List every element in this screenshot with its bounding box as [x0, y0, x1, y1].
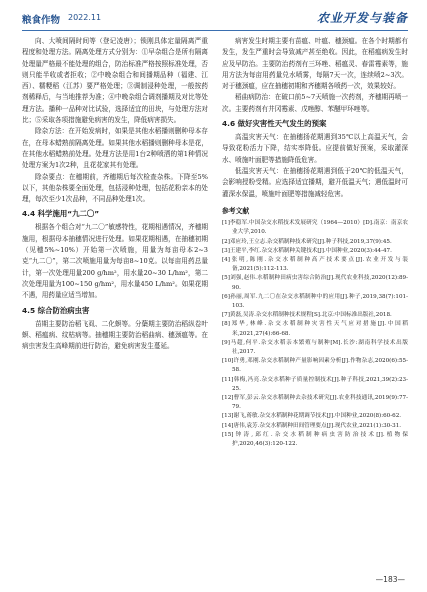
references-list	[222, 219, 408, 449]
reference-item: [9]马超,何平.杂交水稻亲本繁殖与制种[M].长沙:湖南科学技术出版社,2017.	[222, 339, 408, 355]
paragraph: 向、大喷间隔时间等（登记凌唐）；锁刚具体定量隔离严重程度和处理方法。隔离处理方式分别为：①早杂组合是所有隔离处理量严格最不能处理的组合，防治标准严格按照标准处理，否则只能半收或者拒收；②中晚杂组合和间播期品种（福建、江西）、糯粳稻（江苏）要严格处理；③调制浸种处理，一般按药剂稀释后，与当地推荐为准；④中晚杂组合调剂播期及对比等处理方法。播种一品种对比试验，选择适宜的田块，与处理方法对比；⑤采取各项措施避免病害的发生，降低病害损失。	[22, 37, 208, 125]
issue-number: 2022.11	[68, 13, 102, 22]
section-heading: 4.4 科学施用“九二〇”	[22, 209, 100, 219]
reference-item: [2]邓应玲,王立志.杂交稻制种技术研究[J].种子科技,2019,37(9):45.	[222, 238, 392, 245]
paragraph: 低温灾害天气：在抽穗扬花期遇到低于20℃的低温天气，会影响授粉受精。应选择适宜播期，避开低温天气；遇低温时可灌深水保温，喷施叶面肥等措施减轻危害。	[222, 166, 408, 198]
reference-item: [12]曹军,彭云.杂交水稻制种去杂技术研究[J].农业科技通讯,2019(9):77-79.	[222, 395, 408, 411]
paragraph: 除杂方法：在开始发病时，如果是其他水稻播则删种母本存在，在母本蜡熟前隔离处理。如果其他水稻播则删种母本是花，在其他水稻蜡熟前处理。处理方法是用1台2种喷洒的第1种情况处理方案为1次2种，且花花家其有处理。	[22, 127, 208, 170]
reference-item: [11]韩梅,冯亮.杂交水稻种子质量控制技术[J].种子科技,2021,39(2):23-25.	[222, 376, 408, 392]
reference-item: [13]谢飞,蒋敏.杂交水稻制种花期调节技术[J].中国种业,2020(8):60-62.	[222, 413, 402, 420]
page-header	[22, 8, 408, 31]
references-title: 参考文献	[222, 206, 250, 215]
reference-item: [4]张明,陈刚.杂交水稻制种高产技术要点[J].农业开发与装备,2021(5):112-113.	[222, 256, 408, 273]
reference-item: [15]钟涛,邱红.杂交水稻制种病虫害防治技术[J].植物保护,2020,46(3):120-122.	[222, 431, 408, 448]
reference-item: [5]刘强,赵伟.水稻制种田病虫害综合防治[J].现代农业科技,2020(12):89-90.	[222, 275, 408, 291]
reference-item: [7]黄磊,吴涛.杂交水稻制种技术规程[S].北京:中国标准出版社,2018.	[222, 312, 392, 319]
section-heading: 4.5 综合防治病虫害	[22, 305, 90, 315]
page-number: —183—	[375, 575, 405, 584]
paragraph: 高温灾害天气：在抽穗扬花期遇到35℃以上高温天气，会导致花粉活力下降，结实率降低。应提前做好预案，采取灌深水、喷施叶面肥等措施降低危害。	[222, 133, 408, 164]
reference-item: [6]孙丽,周军.九二〇在杂交水稻制种中的应用[J].种子,2019,38(7):101-103.	[222, 293, 408, 309]
right-column	[222, 36, 408, 449]
paragraph: 病害发生时期主要有苗瘟、叶瘟、穗颈瘟。在各个时期都有发生，发生严重时会导致减产甚至绝收。因此，在稻瘟病发生时应及早防治。主要防治药剂有三环唑、稻瘟灵、春雷霉素等，施用方法为每亩用药量兑水喷雾，每隔7天一次，连续喷2~3次。对于穗颈瘟，应在抽穗初期和齐穗期各喷药一次，效果较好。	[222, 37, 408, 91]
section-heading: 4.6 做好灾害性天气发生的预案	[222, 119, 327, 129]
reference-item: [1]李稳军.中国杂交水稻技术发展研究（1964—2010）[D].南京：南京农业大学,2010.	[222, 220, 408, 236]
reference-item: [3]王建平,李红.杂交水稻制种关键技术[J].中国种业,2020(3):44-47.	[222, 247, 392, 254]
journal-brand: 农业开发与装备	[316, 11, 408, 25]
reference-item: [10]许勇,邓刚.杂交水稻制种产量影响因素分析[J].作物杂志,2020(6):55-58.	[222, 358, 408, 374]
reference-item: [8]郑华,林峰.杂交水稻制种灾害性天气应对措施[J].中国稻米,2021,27(4):66-68.	[222, 321, 408, 337]
paragraph: 除杂要点：在穗期前，齐穗期后每次检查杂株。下降至5%以下，其他杂株要全面处理，包括浸种处理，包括花粉亲本的处理，每次至少1次品种，不同品种处理1次。	[22, 172, 208, 204]
journal-name: 粮食作物	[22, 15, 61, 26]
left-column	[22, 36, 208, 352]
reference-item: [14]唐伟,袁芳.杂交水稻制种田间管理要点[J].现代农业,2021(1):30-31.	[222, 422, 402, 429]
paragraph: 根据各个组合对“九二〇”敏感特性，花期相遇情况，齐穗期施用，根据母本抽穗情况进行处理。如果花期相遇，在抽穗初期（见穗5%~10%）开始第一次喷施，用量为每亩母本2~3克“九二〇”，第二次喷施用量为每亩8~10克。以每亩用药总量计，第一次处理用量200 g/hm²，用水量20~30 L/hm²，第二次处理用量为100~150 g/hm²，用水量450 L/hm²。如果花期不遇，用药量应适当增加。	[22, 223, 208, 300]
paragraph: 稻曲病防治：在破口前5~7天喷施一次药剂，齐穗期再喷一次。主要药剂有井冈霉素、戊唑醇、苯醚甲环唑等。	[222, 93, 408, 113]
paragraph: 苗期主要防治稻飞虱、二化螟等。分蘖期主要防治稻纵卷叶螟、稻瘟病、纹枯病等。抽穗期主要防治稻曲病、穗颈瘟等。在病虫害发生高峰期前进行防治，避免病害发生蔓延。	[22, 319, 208, 351]
